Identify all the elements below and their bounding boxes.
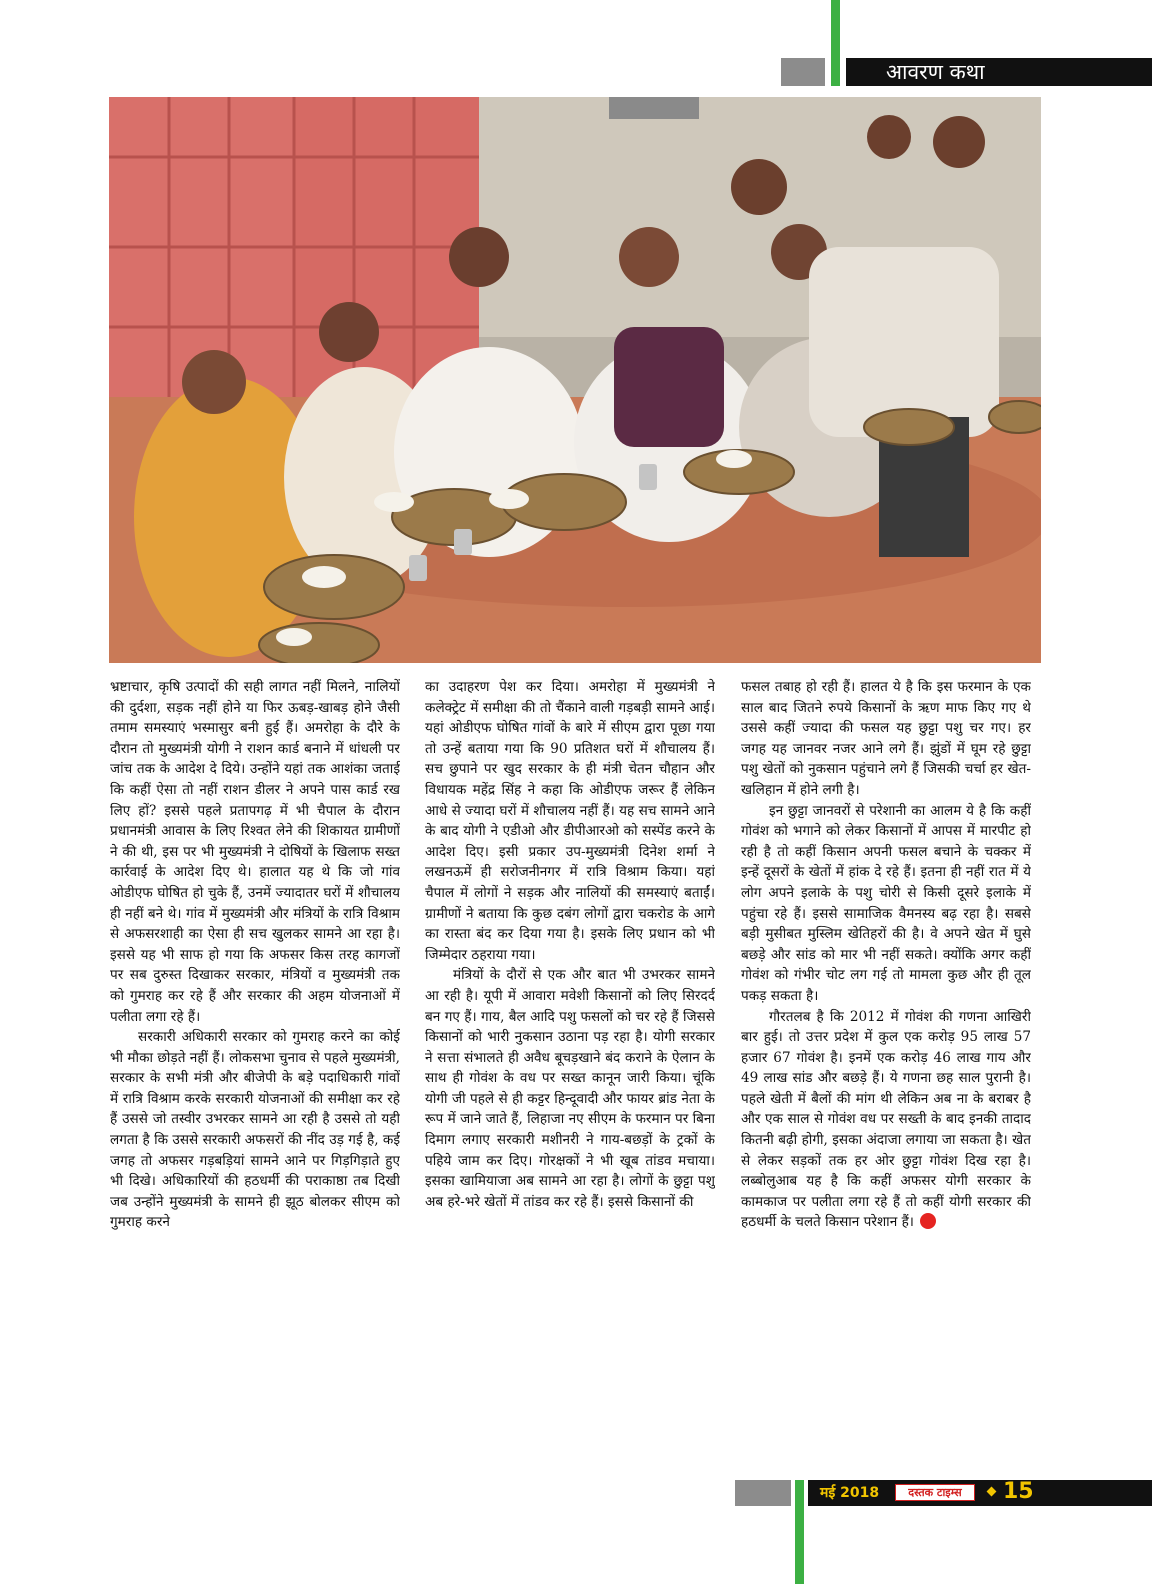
section-title: आवरण कथा <box>886 60 985 84</box>
header-green-bar <box>831 0 840 86</box>
footer-gray-block <box>735 1480 791 1506</box>
header-gray-block <box>781 58 825 86</box>
paragraph-text: गौरतलब है कि 2012 में गोवंश की गणना आखिरी बार हुई। तो उत्तर प्रदेश में कुल एक करोड़ 95 लाख 57 हजार 67 गोवंश है। इनमें एक करोड़ 46 लाख गाय और 49 लाख सांड और बछड़े हैं। ये गणना छह साल पुरानी है। पहले खेती में बैलों की मांग थी लेकिन अब ना के बराबर है और एक साल से गोवंश वध पर सख्ती के बाद इनकी तादाद कितनी बढ़ी होगी, इसका अंदाजा लगाया जा सकता है। खेत से लेकर सड़कों तक हर ओर छुट्टा गोवंश दिख रहा है। लब्बोलुआब यह है कि कहीं अफसर योगी सरकार के कामकाज पर पलीता लगा रहे हैं तो कहीं योगी सरकार की हठधर्मी के चलते किसान परेशान हैं। <box>741 1008 1031 1231</box>
paragraph: मंत्रियों के दौरों से एक और बात भी उभरकर सामने आ रही है। यूपी में आवारा मवेशी किसानों को लिए सिरदर्द बन गए हैं। गाय, बैल आदि पशु फसलों को चर रहे हैं जिससे किसानों को भारी नुकसान उठाना पड़ रहा है। योगी सरकार ने सत्ता संभालते ही अवैध बूचड़खाने बंद कराने के ऐलान के साथ ही गोवंश के वध पर सख्त कानून जारी किया। चूंकि योगी जी पहले से ही कट्टर हिन्दूवादी और फायर ब्रांड नेता के रूप में जाने जाते हैं, लिहाजा नए सीएम के फरमान पर बिना दिमाग लगाए सरकारी मशीनरी ने गाय-बछड़ों के ट्रकों के पहिये जाम कर दिए। गोरक्षकों ने भी खूब तांडव मचाया। इसका खामियाजा अब सामने आ रहा है। लोगों के छुट्टा पशु अब हरे-भरे खेतों में तांडव कर रहे हैं। इससे किसानों की <box>425 967 715 1210</box>
magazine-logo: दस्तक टाइम्स <box>895 1484 975 1501</box>
page-number: 15 <box>1003 1479 1034 1504</box>
article-column-3 <box>741 677 1031 1467</box>
paragraph: सरकारी अधिकारी सरकार को गुमराह करने का कोई भी मौका छोड़ते नहीं हैं। लोकसभा चुनाव से पहले मुख्यमंत्री, सरकार के सभी मंत्री और बीजेपी के बड़े पदाधिकारी गांवों में रात्रि विश्राम करके सरकारी योजनाओं की समीक्षा कर रहे हैं उससे जो तस्वीर उभरकर सामने आ रही है उससे तो यही लगता है कि उससे सरकारी अफसरों की नींद उड़ गई है, कई जगह तो अफसर गड़बड़ियां सामने आने पर गिड़गिड़ाते हुए भी दिखे। अधिकारियों की हठधर्मी की पराकाष्ठा तब दिखी जब उन्होंने मुख्यमंत्री के सामने ही झूठ बोलकर सीएम को गुमराह करने <box>110 1029 400 1231</box>
paragraph: भ्रष्टाचार, कृषि उत्पादों की सही लागत नहीं मिलने, नालियों की दुर्दशा, सड़क नहीं होने या फिर ऊबड़-खाबड़ होने जैसी तमाम समस्याएं भस्मासुर बनी हुई हैं। अमरोहा के दौरे के दौरान तो मुख्यमंत्री योगी ने राशन कार्ड बनाने में धांधली पर जांच तक के आदेश दे दिये। उन्होंने यहां तक आशंका जताई कि कहीं ऐसा तो नहीं राशन डीलर ने अपने पास कार्ड रख लिए हों? इससे पहले प्रतापगढ़ में भी चैपाल के दौरान प्रधानमंत्री आवास के लिए रिश्वत लेने की शिकायत ग्रामीणों ने की थी, इस पर भी मुख्यमंत्री ने दोषियों के खिलाफ सख्त कार्रवाई के आदेश दिए थे। हालात यह थे कि जो गांव ओडीएफ घोषित हो चुके हैं, उनमें ज्यादातर घरों में शौचालय ही नहीं बने थे। गांव में मुख्यमंत्री और मंत्रियों के रात्रि विश्राम से अफसरशाही का ऐसा ही सच खुलकर सामने आ रहा है। इससे यह भी साफ हो गया कि अफसर किस तरह कागजों पर सब दुरुस्त दिखाकर सरकार, मंत्रियों व मुख्यमंत्री तक को गुमराह कर रहे हैं और सरकार की अहम योजनाओं में पलीता लगा रहे हैं। <box>110 679 400 1025</box>
article-end-dot-icon <box>920 1213 936 1229</box>
article-photo <box>109 97 1041 663</box>
paragraph: फसल तबाह हो रही हैं। हालत ये है कि इस फरमान के एक साल बाद जितने रुपये किसानों के ऋण माफ किए गए थे उससे कहीं ज्यादा की फसल यह छुट्टा पशु चर गए। हर जगह यह जानवर नजर आने लगे हैं। झुंडों में घूम रहे छुट्टा पशु खेतों को नुकसान पहुंचाने लगे हैं जिसकी चर्चा हर खेत-खलिहान में होने लगी है। <box>741 679 1031 798</box>
issue-date: मई 2018 <box>820 1485 880 1501</box>
header-section-band <box>846 58 1152 86</box>
paragraph: का उदाहरण पेश कर दिया। अमरोहा में मुख्यमंत्री ने कलेक्ट्रेट में समीक्षा की तो चैंकाने वाली गड़बड़ी सामने आई। यहां ओडीएफ घोषित गांवों के बारे में सीएम द्वारा पूछा गया तो उन्हें बताया गया कि 90 प्रतिशत घरों में शौचालय हैं। सच छुपाने पर खुद सरकार के ही मंत्री चेतन चौहान और विधायक महेंद्र सिंह ने कहा कि ओडीएफ जरूर हैं लेकिन आधे से ज्यादा घरों में शौचालय नहीं हैं। यह सच सामने आने के बाद योगी ने एडीओ और डीपीआरओ को सस्पेंड करने के आदेश दिए। इसी प्रकार उप-मुख्यमंत्री दिनेश शर्मा ने लखनऊमें ही सरोजनीनगर में रात्रि विश्राम किया। यहां चैपाल में लोगों ने सड़क और नालियों की समस्याएं बताईं। ग्रामीणों ने बताया कि कुछ दबंग लोगों द्वारा चकरोड के आगे का रास्ता बंद कर दिया गया है। इसके लिए प्रधान को भी जिम्मेदार ठहराया गया। <box>425 679 715 963</box>
paragraph-last <box>741 1007 1031 1234</box>
photo-ministers-eating-icon <box>109 97 1041 663</box>
article-column-2 <box>425 677 715 1467</box>
footer-green-bar <box>795 1480 804 1584</box>
article-column-1 <box>110 677 400 1467</box>
paragraph: इन छुट्टा जानवरों से परेशानी का आलम ये है कि कहीं गोवंश को भगाने को लेकर किसानों में आपस में मारपीट हो रही है तो कहीं किसान अपनी फसल बचाने के चक्कर में इन्हें दूसरों के खेतों में हांक दे रहे हैं। इतना ही नहीं रात में ये लोग अपने इलाके के पशु चोरी से किसी दूसरे इलाके में पहुंचा रहे हैं। इससे सामाजिक वैमनस्य बढ़ रहा है। सबसे बड़ी मुसीबत मुस्लिम खेतिहरों की है। वे अपने खेत में घुसे बछड़े और सांड को मार भी नहीं सकते। क्योंकि अगर कहीं गोवंश को गंभीर चोट लग गई तो मामला कुछ और ही तूल पकड़ सकता है। <box>741 802 1031 1004</box>
